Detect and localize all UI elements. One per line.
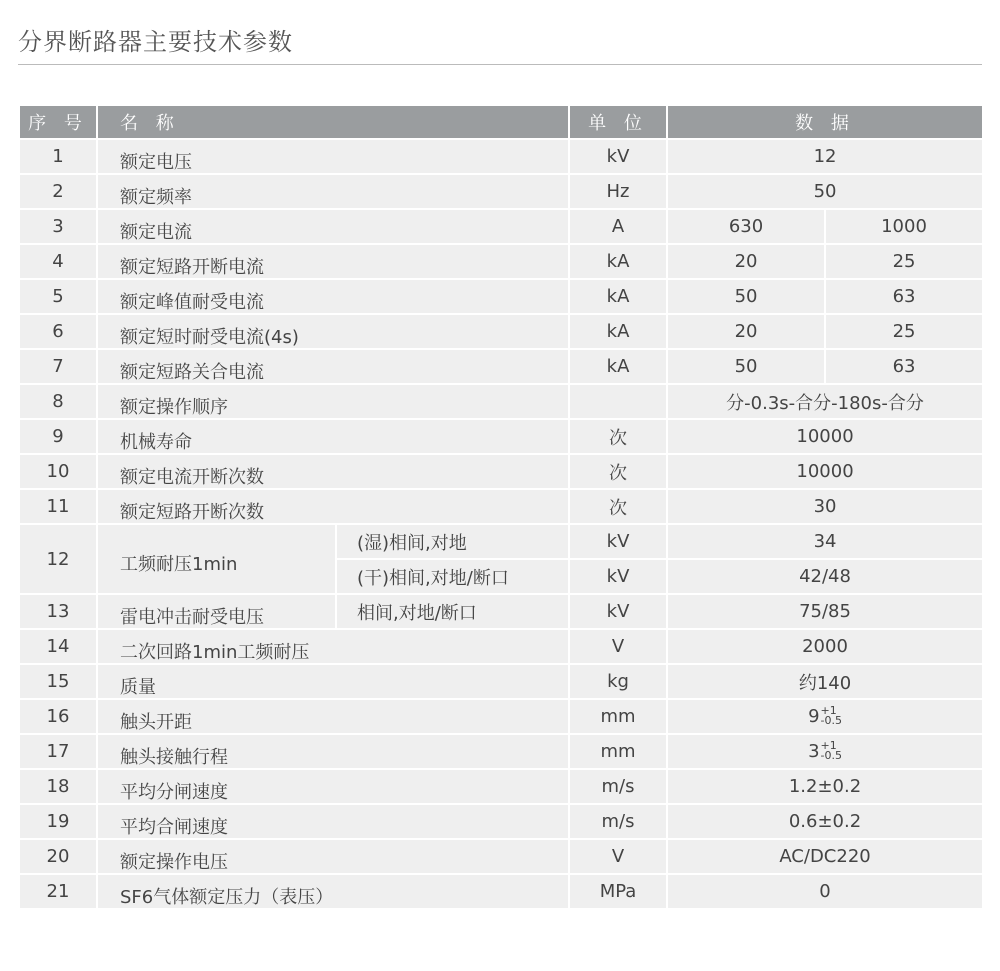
cell-text: 25 <box>892 251 916 272</box>
cell <box>569 734 667 769</box>
cell <box>569 804 667 839</box>
cell <box>19 839 97 874</box>
cell-text: 4 <box>52 251 64 272</box>
tolerance-lower: -0.5 <box>820 714 842 727</box>
cell-text: Hz <box>606 181 630 202</box>
cell <box>97 384 569 419</box>
cell <box>569 559 667 594</box>
cell-text: 次 <box>609 497 628 519</box>
table-row <box>19 524 983 559</box>
cell <box>667 874 983 909</box>
cell <box>569 769 667 804</box>
cell-text: 10 <box>46 461 70 482</box>
cell-text: 分-0.3s-合分-180s-合分 <box>726 392 924 414</box>
cell <box>825 314 983 349</box>
table-row <box>19 804 983 839</box>
cell <box>97 769 569 804</box>
cell-text: 1000 <box>881 216 927 237</box>
cell-text: 25 <box>892 321 916 342</box>
cell-text: 额定峰值耐受电流 <box>120 291 264 313</box>
cell <box>667 839 983 874</box>
cell <box>97 874 569 909</box>
cell <box>97 699 569 734</box>
cell <box>336 594 569 629</box>
cell-text: 16 <box>46 706 70 727</box>
cell-text: kA <box>606 321 630 342</box>
cell-text: 75/85 <box>799 601 851 622</box>
cell-text: 50 <box>813 181 837 202</box>
table-header <box>19 105 983 139</box>
cell-text: 20 <box>46 846 70 867</box>
cell-text: 机械寿命 <box>120 431 192 453</box>
cell-text: 34 <box>813 531 837 552</box>
cell-text: 14 <box>46 636 70 657</box>
cell-text: 额定频率 <box>120 186 192 208</box>
cell-text: 9 <box>808 706 820 727</box>
cell-text: 50 <box>734 286 758 307</box>
cell <box>825 349 983 384</box>
cell <box>19 454 97 489</box>
cell-text: A <box>611 216 625 237</box>
cell <box>97 839 569 874</box>
header-no: 序 号 <box>19 105 97 139</box>
cell-text: kV <box>606 601 630 622</box>
cell <box>336 559 569 594</box>
cell <box>569 419 667 454</box>
cell-text: 9 <box>52 426 64 447</box>
cell-text: 平均合闸速度 <box>120 816 228 838</box>
cell-text: 3 <box>808 741 820 762</box>
cell <box>97 314 569 349</box>
cell-text: kV <box>606 146 630 167</box>
cell-text: 6 <box>52 321 64 342</box>
cell <box>569 454 667 489</box>
cell <box>667 664 983 699</box>
cell-text: 额定电压 <box>120 151 192 173</box>
cell-text: 8 <box>52 391 64 412</box>
table-row <box>19 734 983 769</box>
cell <box>19 664 97 699</box>
cell-text: kA <box>606 286 630 307</box>
cell <box>569 314 667 349</box>
cell-text: 5 <box>52 286 64 307</box>
cell <box>569 139 667 174</box>
cell <box>667 489 983 524</box>
table-row <box>19 314 983 349</box>
cell-text: mm <box>600 706 636 727</box>
cell-text: kA <box>606 356 630 377</box>
cell <box>19 384 97 419</box>
cell <box>667 804 983 839</box>
cell-text: 63 <box>892 356 916 377</box>
cell <box>19 629 97 664</box>
cell-text: 1 <box>52 146 64 167</box>
cell-text: 7 <box>52 356 64 377</box>
cell <box>667 244 825 279</box>
cell-text: 次 <box>609 427 628 449</box>
table-row <box>19 874 983 909</box>
cell <box>825 209 983 244</box>
cell <box>569 244 667 279</box>
cell-text: 17 <box>46 741 70 762</box>
cell-text: 3 <box>52 216 64 237</box>
cell <box>19 804 97 839</box>
cell <box>97 804 569 839</box>
cell <box>667 314 825 349</box>
header-unit: 单 位 <box>569 105 667 139</box>
table-row <box>19 454 983 489</box>
cell-text: mm <box>600 741 636 762</box>
cell <box>667 594 983 629</box>
cell <box>97 734 569 769</box>
cell <box>97 489 569 524</box>
cell <box>19 209 97 244</box>
table-row <box>19 489 983 524</box>
cell <box>19 314 97 349</box>
cell <box>569 174 667 209</box>
cell-text: 20 <box>734 321 758 342</box>
cell <box>667 559 983 594</box>
cell-text: 额定操作顺序 <box>120 396 228 418</box>
cell <box>667 419 983 454</box>
tolerance <box>821 706 842 726</box>
cell <box>569 209 667 244</box>
cell-text: 630 <box>728 216 764 237</box>
cell <box>667 454 983 489</box>
cell-text: 质量 <box>120 676 156 698</box>
cell-text: 额定短路开断次数 <box>120 501 264 523</box>
cell-text: 50 <box>734 356 758 377</box>
cell-text: 21 <box>46 881 70 902</box>
page-title: 分界断路器主要技术参数 <box>18 28 293 56</box>
cell-text: 15 <box>46 671 70 692</box>
cell <box>19 174 97 209</box>
cell-text: 平均分闸速度 <box>120 781 228 803</box>
cell <box>97 209 569 244</box>
table-row <box>19 279 983 314</box>
cell <box>97 174 569 209</box>
cell-text: (湿)相间,对地 <box>357 532 467 554</box>
tolerance <box>821 741 842 761</box>
cell <box>667 209 825 244</box>
cell-text: 触头接触行程 <box>120 746 228 768</box>
cell-text: V <box>611 846 625 867</box>
cell-text: SF6气体额定压力（表压） <box>120 886 334 908</box>
cell <box>19 699 97 734</box>
cell <box>19 874 97 909</box>
cell-text: 18 <box>46 776 70 797</box>
cell-text: 额定短时耐受电流(4s) <box>120 326 299 348</box>
header-data: 数 据 <box>667 105 983 139</box>
cell <box>667 174 983 209</box>
cell <box>569 349 667 384</box>
table-row <box>19 594 983 629</box>
cell-text: 次 <box>609 462 628 484</box>
cell-text: kV <box>606 566 630 587</box>
table-row <box>19 419 983 454</box>
cell <box>825 244 983 279</box>
cell-text: 20 <box>734 251 758 272</box>
cell-text: MPa <box>599 881 637 902</box>
table-row <box>19 769 983 804</box>
cell <box>97 279 569 314</box>
table-row <box>19 209 983 244</box>
cell <box>19 524 97 594</box>
cell-text: 额定电流开断次数 <box>120 466 264 488</box>
cell-text: 63 <box>892 286 916 307</box>
cell <box>19 594 97 629</box>
cell <box>19 279 97 314</box>
cell <box>97 594 336 629</box>
cell-text: 0 <box>819 881 831 902</box>
cell-text: 42/48 <box>799 566 851 587</box>
cell <box>667 384 983 419</box>
cell-text: 二次回路1min工频耐压 <box>120 641 310 663</box>
cell <box>19 419 97 454</box>
cell <box>569 629 667 664</box>
cell <box>97 454 569 489</box>
cell-text: 10000 <box>796 461 854 482</box>
cell-text: 13 <box>46 601 70 622</box>
cell-text: 2 <box>52 181 64 202</box>
cell-text: 1.2±0.2 <box>788 776 862 797</box>
cell <box>569 699 667 734</box>
cell-text: 30 <box>813 496 837 517</box>
tolerance-lower: -0.5 <box>820 749 842 762</box>
spec-table <box>18 104 984 910</box>
title-divider <box>18 64 982 65</box>
table-row <box>19 699 983 734</box>
header-name: 名 称 <box>97 105 569 139</box>
cell <box>97 244 569 279</box>
cell-text: 相间,对地/断口 <box>357 602 477 624</box>
table-row <box>19 629 983 664</box>
cell <box>569 664 667 699</box>
cell <box>97 629 569 664</box>
cell <box>569 594 667 629</box>
cell <box>97 664 569 699</box>
cell <box>19 349 97 384</box>
cell <box>19 489 97 524</box>
cell <box>569 524 667 559</box>
table-row <box>19 384 983 419</box>
cell-text: kV <box>606 531 630 552</box>
cell <box>667 734 983 769</box>
cell <box>569 384 667 419</box>
cell <box>667 279 825 314</box>
cell-text: V <box>611 636 625 657</box>
table-row <box>19 664 983 699</box>
cell-text: 工频耐压1min <box>120 554 238 575</box>
cell <box>569 874 667 909</box>
cell <box>19 244 97 279</box>
cell-text: 雷电冲击耐受电压 <box>120 606 264 628</box>
cell <box>19 734 97 769</box>
cell-text: 约140 <box>798 672 852 694</box>
cell <box>19 139 97 174</box>
cell-text: AC/DC220 <box>779 846 871 867</box>
cell-text: m/s <box>601 776 635 797</box>
cell-text: 触头开距 <box>120 711 192 733</box>
cell-text: 12 <box>46 548 70 570</box>
cell <box>97 524 336 594</box>
cell <box>667 349 825 384</box>
table-row <box>19 349 983 384</box>
cell-text: 额定短路关合电流 <box>120 361 264 383</box>
table-row <box>19 839 983 874</box>
cell-text: 11 <box>46 496 70 517</box>
cell <box>667 139 983 174</box>
tolerance-upper: +1 <box>820 739 837 752</box>
cell-text: 2000 <box>802 636 848 657</box>
cell <box>667 699 983 734</box>
cell <box>97 419 569 454</box>
cell <box>825 279 983 314</box>
cell <box>667 769 983 804</box>
cell-text: 12 <box>813 146 837 167</box>
cell <box>569 489 667 524</box>
cell-text: m/s <box>601 811 635 832</box>
cell <box>97 349 569 384</box>
cell <box>569 839 667 874</box>
cell-text: 19 <box>46 811 70 832</box>
cell-text: kA <box>606 251 630 272</box>
cell-text: 额定操作电压 <box>120 851 228 873</box>
cell-text: 额定电流 <box>120 221 192 243</box>
table-row <box>19 174 983 209</box>
cell <box>667 629 983 664</box>
cell-text: 10000 <box>796 426 854 447</box>
cell-text: 0.6±0.2 <box>788 811 862 832</box>
cell-text: kg <box>607 671 629 692</box>
table-row <box>19 244 983 279</box>
cell-text: 额定短路开断电流 <box>120 256 264 278</box>
cell <box>569 279 667 314</box>
cell <box>97 139 569 174</box>
table-row <box>19 139 983 174</box>
cell-text: (干)相间,对地/断口 <box>357 567 509 589</box>
cell <box>667 524 983 559</box>
cell <box>336 524 569 559</box>
tolerance-upper: +1 <box>820 704 837 717</box>
cell <box>19 769 97 804</box>
